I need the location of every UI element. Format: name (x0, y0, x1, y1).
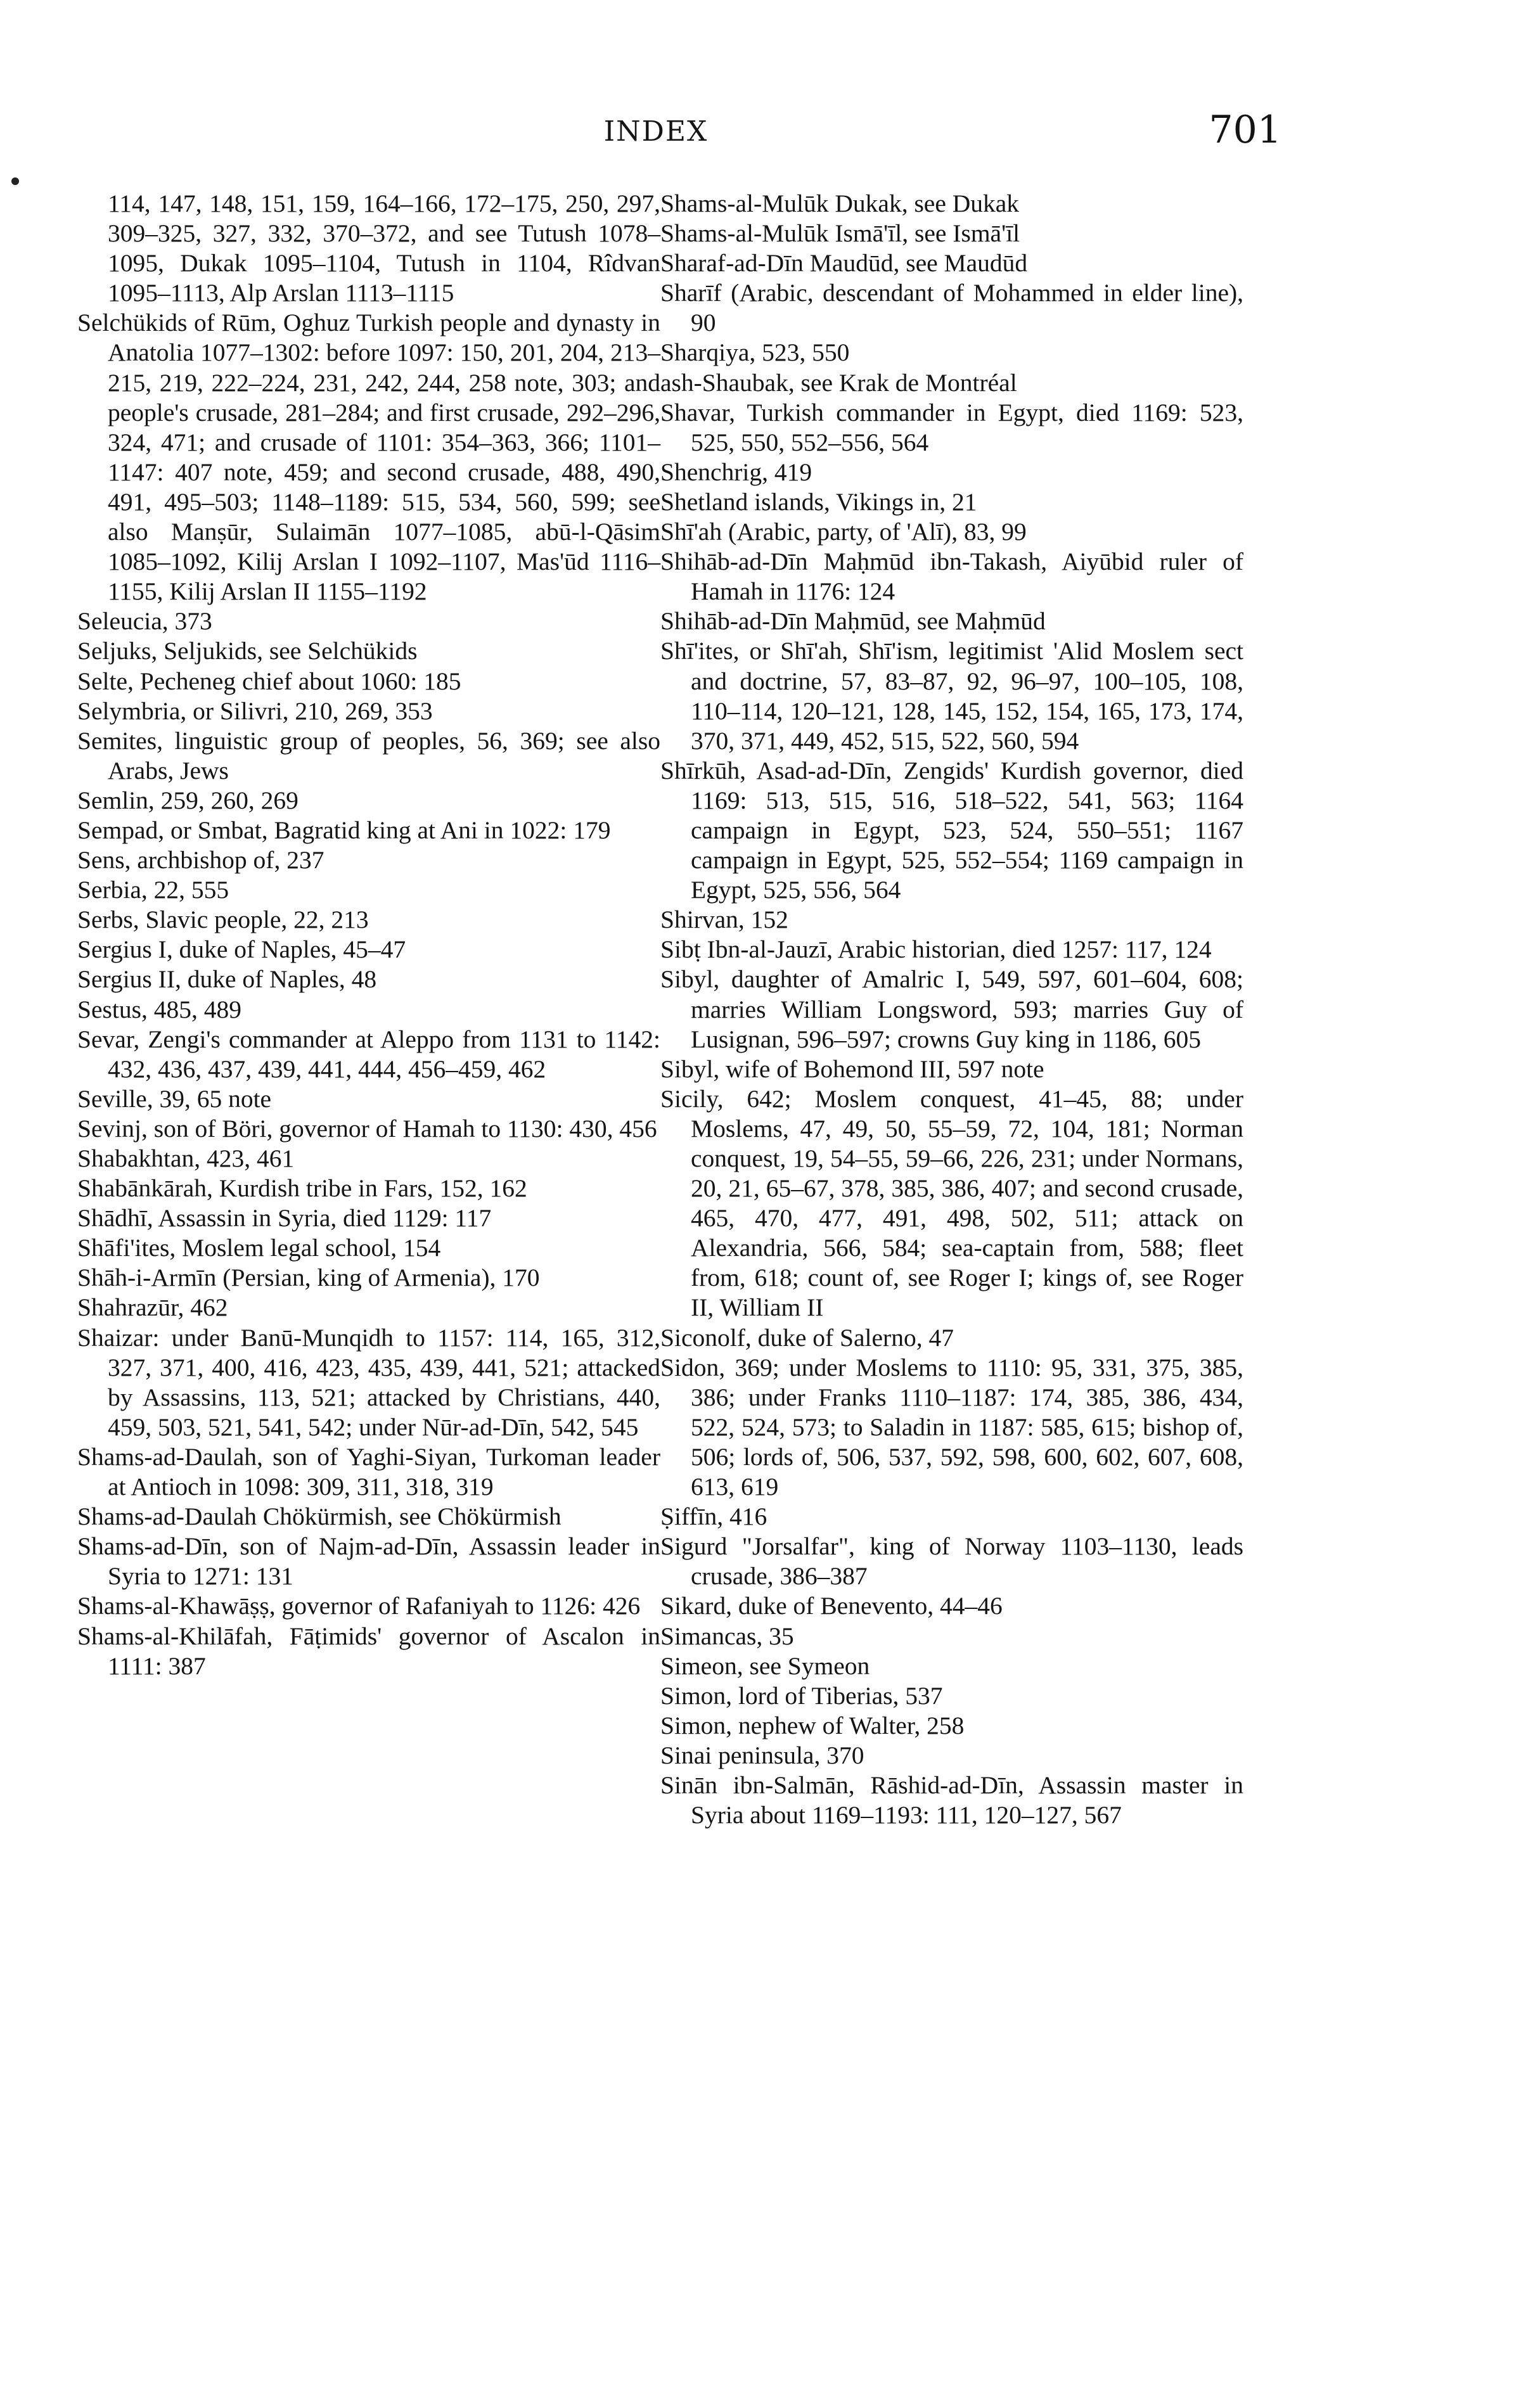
index-entry: Shavar, Turkish commander in Egypt, died 1169: 523, 525, 550, 552–556, 564 (660, 398, 1243, 456)
index-entry: Shams-ad-Daulah, son of Yaghi-Siyan, Turkoman leader at Antioch in 1098: 309, 311, 318, 319 (77, 1442, 660, 1501)
running-head: INDEX (603, 115, 709, 148)
index-entry: Shāfi'ites, Moslem legal school, 154 (77, 1234, 441, 1262)
index-entry: Selymbria, or Silivri, 210, 269, 353 (77, 696, 433, 725)
index-entry: Sens, archbishop of, 237 (77, 846, 324, 874)
index-entry: Sinai peninsula, 370 (660, 1741, 864, 1769)
page-number: 701 (1209, 108, 1281, 152)
index-entry: Shī'ites, or Shī'ah, Shī'ism, legitimist 'Alid Moslem sect and doctrine, 57, 83–87, 92, 96–97, 100–105, 108, 110–114, 120–121, 128, 145, 152, 154, 165, 173, 174, 370, 371, 449, 452, 515, 522, 560, 594 (660, 637, 1243, 755)
index-entry: Sharqiya, 523, 550 (660, 338, 850, 367)
index-entry: Sevinj, son of Böri, governor of Hamah to 1130: 430, 456 (77, 1114, 657, 1143)
index-entry: Shī'ah (Arabic, party, of 'Alī), 83, 99 (660, 518, 1027, 546)
index-entry: Shams-al-Khilāfah, Fāṭimids' governor of Ascalon in 1111: 387 (77, 1622, 660, 1680)
index-entry: Simon, nephew of Walter, 258 (660, 1711, 965, 1739)
index-entry: Sigurd "Jorsalfar", king of Norway 1103–1130, leads crusade, 386–387 (660, 1532, 1243, 1591)
index-entry: Shams-al-Khawāṣṣ, governor of Rafaniyah to 1126: 426 (77, 1592, 641, 1620)
right-column (660, 189, 1243, 1830)
index-entry: Sibyl, wife of Bohemond III, 597 note (660, 1054, 1044, 1083)
index-entry: Sempad, or Smbat, Bagratid king at Ani in 1022: 179 (77, 816, 611, 844)
index-entry: Seville, 39, 65 note (77, 1084, 272, 1113)
index-entry: Sibyl, daughter of Amalric I, 549, 597, 601–604, 608; marries William Longsword, 593; marries Guy of Lusignan, 596–597; crowns Guy king in 1186, 605 (660, 965, 1243, 1053)
index-entry: Serbia, 22, 555 (77, 876, 229, 904)
index-entry: Shahrazūr, 462 (77, 1293, 228, 1322)
index-entry: Sicily, 642; Moslem conquest, 41–45, 88; under Moslems, 47, 49, 50, 55–59, 72, 104, 181; Norman conquest, 19, 54–55, 59–66, 226, 231; under Normans, 20, 21, 65–67, 378, 385, 386, 407; and second crusade, 465, 470, 477, 491, 498, 502, 511; attack on Alexandria, 566, 584; sea-captain from, 588; fleet from, 618; count of, see Roger I; kings of, see Roger II, William II (660, 1084, 1243, 1322)
index-entry: Shams-al-Mulūk Ismā'īl, see Ismā'īl (660, 219, 1020, 248)
index-entry: Sharīf (Arabic, descendant of Mohammed in elder line), 90 (660, 279, 1243, 337)
index-entry: Semlin, 259, 260, 269 (77, 786, 298, 814)
index-entry: Shihāb-ad-Dīn Maḥmūd ibn-Takash, Aiyūbid ruler of Hamah in 1176: 124 (660, 548, 1243, 606)
index-entry: Shirvan, 152 (660, 906, 788, 934)
index-entry: ash-Shaubak, see Krak de Montréal (660, 368, 1017, 397)
index-entry: 114, 147, 148, 151, 159, 164–166, 172–175, 250, 297, 309–325, 327, 332, 370–372, and see Tutush 1078–1095, Dukak 1095–1104, Tutush in 1104, Rîdvan 1095–1113, Alp Arslan 1113–1115 (108, 189, 660, 307)
index-entry: Shams-al-Mulūk Dukak, see Dukak (660, 189, 1020, 217)
index-entry: Sestus, 485, 489 (77, 995, 241, 1023)
index-entry: Simon, lord of Tiberias, 537 (660, 1681, 943, 1710)
index-entry: Shams-ad-Daulah Chökürmish, see Chökürmish (77, 1502, 562, 1531)
index-entry: Siconolf, duke of Salerno, 47 (660, 1323, 954, 1352)
index-entry: Seljuks, Seljukids, see Selchükids (77, 637, 418, 665)
index-entry: Shāh-i-Armīn (Persian, king of Armenia), 170 (77, 1264, 540, 1292)
index-entry: Ṣiffīn, 416 (660, 1502, 767, 1531)
index-entry: Sergius II, duke of Naples, 48 (77, 965, 377, 994)
index-entry: Sergius I, duke of Naples, 45–47 (77, 935, 406, 964)
index-entry: Sidon, 369; under Moslems to 1110: 95, 331, 375, 385, 386; under Franks 1110–1187: 174, 385, 386, 434, 522, 524, 573; to Saladin in 1187: 585, 615; bishop of, 506; lords of, 506, 537, 592, 598, 600, 602, 607, 608, 613, 619 (660, 1353, 1243, 1501)
index-entry: Shams-ad-Dīn, son of Najm-ad-Dīn, Assassin leader in Syria to 1271: 131 (77, 1532, 660, 1591)
index-entry: Shaizar: under Banū-Munqidh to 1157: 114, 165, 312, 327, 371, 400, 416, 423, 435, 439, 441, 521; attacked by Assassins, 113, 521; attacked by Christians, 440, 459, 503, 521, 541, 542; under Nūr-ad-Dīn, 542, 545 (77, 1323, 660, 1441)
index-entry: Selte, Pecheneg chief about 1060: 185 (77, 667, 461, 695)
index-entry: Sevar, Zengi's commander at Aleppo from 1131 to 1142: 432, 436, 437, 439, 441, 444, 456–459, 462 (77, 1025, 660, 1083)
index-entry: Simancas, 35 (660, 1622, 794, 1650)
index-entry: Shabakhtan, 423, 461 (77, 1144, 295, 1172)
index-entry: Semites, linguistic group of peoples, 56, 369; see also Arabs, Jews (77, 726, 660, 785)
index-entry: Shihāb-ad-Dīn Maḥmūd, see Maḥmūd (660, 607, 1046, 636)
index-entry: Shetland islands, Vikings in, 21 (660, 487, 977, 516)
index-entry: Selchükids of Rūm, Oghuz Turkish people and dynasty in Anatolia 1077–1302: before 1097: 150, 201, 204, 213–215, 219, 222–224, 231, 242, 244, 258 note, 303; and people's crusade, 281–284; and first crusade, 292–296, 324, 471; and crusade of 1101: 354–363, 366; 1101–1147: 407 note, 459; and second crusade, 488, 490, 491, 495–503; 1148–1189: 515, 534, 560, 599; see also Manṣūr, Sulaimān 1077–1085, abū-l-Qāsim 1085–1092, Kilij Arslan I 1092–1107, Mas'ūd 1116–1155, Kilij Arslan II 1155–1192 (77, 309, 660, 606)
index-entry: Seleucia, 373 (77, 607, 212, 636)
index-entry: Shabānkārah, Kurdish tribe in Fars, 152, 162 (77, 1174, 527, 1203)
index-entry: Serbs, Slavic people, 22, 213 (77, 906, 369, 934)
index-entry: Shenchrig, 419 (660, 458, 812, 486)
margin-mark (11, 177, 19, 185)
index-entry: Sharaf-ad-Dīn Maudūd, see Maudūd (660, 249, 1028, 278)
index-entry: Shādhī, Assassin in Syria, died 1129: 117 (77, 1204, 492, 1233)
left-column (77, 189, 660, 1681)
index-entry: Shīrkūh, Asad-ad-Dīn, Zengids' Kurdish governor, died 1169: 513, 515, 516, 518–522, 541, 563; 1164 campaign in Egypt, 523, 524, 550–551; 1167 campaign in Egypt, 525, 552–554; 1169 campaign in Egypt, 525, 556, 564 (660, 756, 1243, 904)
index-entry: Simeon, see Symeon (660, 1651, 870, 1680)
index-entry: Sikard, duke of Benevento, 44–46 (660, 1592, 1003, 1620)
index-entry: Sibṭ Ibn-al-Jauzī, Arabic historian, died 1257: 117, 124 (660, 935, 1212, 964)
index-entry: Sinān ibn-Salmān, Rāshid-ad-Dīn, Assassin master in Syria about 1169–1193: 111, 120–127, 567 (660, 1771, 1243, 1829)
